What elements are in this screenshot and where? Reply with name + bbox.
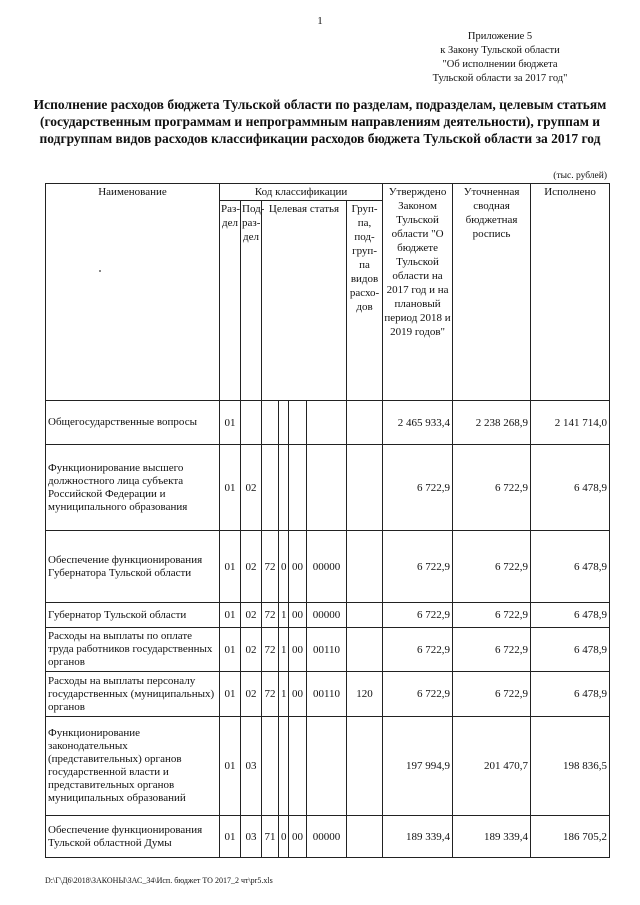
row-razdel: 01 bbox=[220, 531, 241, 603]
row-refined-amount: 6 722,9 bbox=[453, 628, 531, 672]
units-label: (тыс. рублей) bbox=[553, 171, 607, 181]
row-name: Расходы на выплаты по оплате труда работников государственных органов bbox=[46, 628, 220, 672]
row-razdel: 01 bbox=[220, 717, 241, 816]
row-expense-group bbox=[347, 401, 383, 445]
row-target-program bbox=[262, 401, 279, 445]
row-target-program bbox=[262, 717, 279, 816]
row-target-subprogram bbox=[279, 717, 289, 816]
row-refined-amount: 6 722,9 bbox=[453, 603, 531, 628]
row-target-subprogram bbox=[279, 445, 289, 531]
row-razdel: 01 bbox=[220, 628, 241, 672]
header-name: Наименование bbox=[46, 184, 220, 401]
row-expense-group bbox=[347, 816, 383, 858]
row-target-direction: 00110 bbox=[307, 628, 347, 672]
table-row bbox=[46, 401, 610, 445]
header-podrazdel: Под-раз-дел bbox=[241, 201, 262, 401]
table-row bbox=[46, 445, 610, 531]
row-razdel: 01 bbox=[220, 603, 241, 628]
row-expense-group bbox=[347, 445, 383, 531]
row-target-main-event: 00 bbox=[289, 672, 307, 717]
row-name: Губернатор Тульской области bbox=[46, 603, 220, 628]
row-refined-amount: 6 722,9 bbox=[453, 672, 531, 717]
row-podrazdel bbox=[241, 401, 262, 445]
row-razdel: 01 bbox=[220, 445, 241, 531]
row-target-subprogram: 0 bbox=[279, 816, 289, 858]
row-podrazdel: 02 bbox=[241, 603, 262, 628]
row-executed-amount: 6 478,9 bbox=[531, 628, 610, 672]
row-expense-group bbox=[347, 628, 383, 672]
row-target-program: 72 bbox=[262, 628, 279, 672]
row-executed-amount: 6 478,9 bbox=[531, 445, 610, 531]
row-refined-amount: 6 722,9 bbox=[453, 531, 531, 603]
row-name: Обеспечение функционирования Губернатора Тульской области bbox=[46, 531, 220, 603]
row-approved-amount: 6 722,9 bbox=[383, 603, 453, 628]
table-row bbox=[46, 816, 610, 858]
row-name: Общегосударственные вопросы bbox=[46, 401, 220, 445]
row-expense-group bbox=[347, 717, 383, 816]
page-number: 1 bbox=[317, 15, 323, 27]
header-target: Целевая статья bbox=[262, 201, 347, 401]
row-podrazdel: 03 bbox=[241, 816, 262, 858]
appendix-line-1: Приложение 5 bbox=[467, 31, 533, 42]
table-row bbox=[46, 531, 610, 603]
row-name: Функционирование высшего должностного лица субъекта Российской Федерации и муниципального образования bbox=[46, 445, 220, 531]
row-target-direction bbox=[307, 717, 347, 816]
row-target-subprogram bbox=[279, 401, 289, 445]
row-target-main-event: 00 bbox=[289, 628, 307, 672]
header-razdel: Раз-дел bbox=[220, 201, 241, 401]
table-body bbox=[46, 401, 610, 858]
row-executed-amount: 186 705,2 bbox=[531, 816, 610, 858]
row-approved-amount: 6 722,9 bbox=[383, 445, 453, 531]
row-name: Обеспечение функционирования Тульской областной Думы bbox=[46, 816, 220, 858]
header-refined: Уточненная сводная бюджетная роспись bbox=[453, 184, 531, 401]
row-name: Расходы на выплаты персоналу государственных (муниципальных) органов bbox=[46, 672, 220, 717]
appendix-note bbox=[400, 30, 600, 86]
row-executed-amount: 6 478,9 bbox=[531, 672, 610, 717]
row-approved-amount: 197 994,9 bbox=[383, 717, 453, 816]
row-target-direction bbox=[307, 445, 347, 531]
row-podrazdel: 02 bbox=[241, 628, 262, 672]
table-row bbox=[46, 717, 610, 816]
row-target-direction: 00000 bbox=[307, 816, 347, 858]
row-target-direction: 00000 bbox=[307, 531, 347, 603]
row-refined-amount: 201 470,7 bbox=[453, 717, 531, 816]
row-approved-amount: 189 339,4 bbox=[383, 816, 453, 858]
row-approved-amount: 2 465 933,4 bbox=[383, 401, 453, 445]
row-podrazdel: 03 bbox=[241, 717, 262, 816]
row-target-program: 72 bbox=[262, 603, 279, 628]
row-name: Функционирование законодательных (представительных) органов государственной власти и представительных органов муниципальных образований bbox=[46, 717, 220, 816]
row-target-direction: 00000 bbox=[307, 603, 347, 628]
row-podrazdel: 02 bbox=[241, 531, 262, 603]
row-target-program: 72 bbox=[262, 531, 279, 603]
expenditure-table bbox=[45, 183, 610, 858]
row-target-main-event: 00 bbox=[289, 531, 307, 603]
header-approved: Утверждено Законом Тульской области "О бюджете Тульской области на 2017 год и на плановый период 2018 и 2019 годов" bbox=[383, 184, 453, 401]
row-podrazdel: 02 bbox=[241, 672, 262, 717]
row-target-program: 71 bbox=[262, 816, 279, 858]
row-refined-amount: 189 339,4 bbox=[453, 816, 531, 858]
row-target-direction: 00110 bbox=[307, 672, 347, 717]
row-razdel: 01 bbox=[220, 816, 241, 858]
file-path-footer: D:\Г\Д6\2018\ЗАКОНЫ\ЗАС_34\Исп. бюджет ТО 2017_2 чт\pr5.xls bbox=[45, 876, 273, 885]
appendix-line-2: к Закону Тульской области bbox=[440, 45, 560, 56]
row-executed-amount: 6 478,9 bbox=[531, 603, 610, 628]
row-podrazdel: 02 bbox=[241, 445, 262, 531]
row-refined-amount: 6 722,9 bbox=[453, 445, 531, 531]
row-target-program: 72 bbox=[262, 672, 279, 717]
header-code: Код классификации bbox=[220, 184, 383, 201]
row-executed-amount: 2 141 714,0 bbox=[531, 401, 610, 445]
row-approved-amount: 6 722,9 bbox=[383, 672, 453, 717]
row-expense-group bbox=[347, 531, 383, 603]
row-approved-amount: 6 722,9 bbox=[383, 628, 453, 672]
row-target-subprogram: 1 bbox=[279, 672, 289, 717]
row-target-main-event bbox=[289, 717, 307, 816]
row-target-program bbox=[262, 445, 279, 531]
row-expense-group bbox=[347, 603, 383, 628]
row-razdel: 01 bbox=[220, 672, 241, 717]
row-target-subprogram: 1 bbox=[279, 628, 289, 672]
row-expense-group: 120 bbox=[347, 672, 383, 717]
table-row bbox=[46, 603, 610, 628]
table-row bbox=[46, 628, 610, 672]
appendix-line-4: Тульской области за 2017 год" bbox=[432, 73, 568, 84]
document-title: Исполнение расходов бюджета Тульской области по разделам, подразделам, целевым статьям (государственным программам и непрограммным направлениям деятельности), группам и подгруппам видов расходов классификации расходов бюджета Тульской области за 2017 год bbox=[33, 97, 607, 146]
row-executed-amount: 198 836,5 bbox=[531, 717, 610, 816]
row-target-subprogram: 0 bbox=[279, 531, 289, 603]
appendix-line-3: "Об исполнении бюджета bbox=[442, 59, 558, 70]
table-row bbox=[46, 672, 610, 717]
row-target-subprogram: 1 bbox=[279, 603, 289, 628]
row-razdel: 01 bbox=[220, 401, 241, 445]
header-executed: Исполнено bbox=[531, 184, 610, 401]
row-approved-amount: 6 722,9 bbox=[383, 531, 453, 603]
row-target-main-event: 00 bbox=[289, 603, 307, 628]
row-target-main-event bbox=[289, 445, 307, 531]
row-target-main-event bbox=[289, 401, 307, 445]
row-executed-amount: 6 478,9 bbox=[531, 531, 610, 603]
row-refined-amount: 2 238 268,9 bbox=[453, 401, 531, 445]
row-target-direction bbox=[307, 401, 347, 445]
row-target-main-event: 00 bbox=[289, 816, 307, 858]
header-group: Груп-па, под-груп-па видов расхо-дов bbox=[347, 201, 383, 401]
